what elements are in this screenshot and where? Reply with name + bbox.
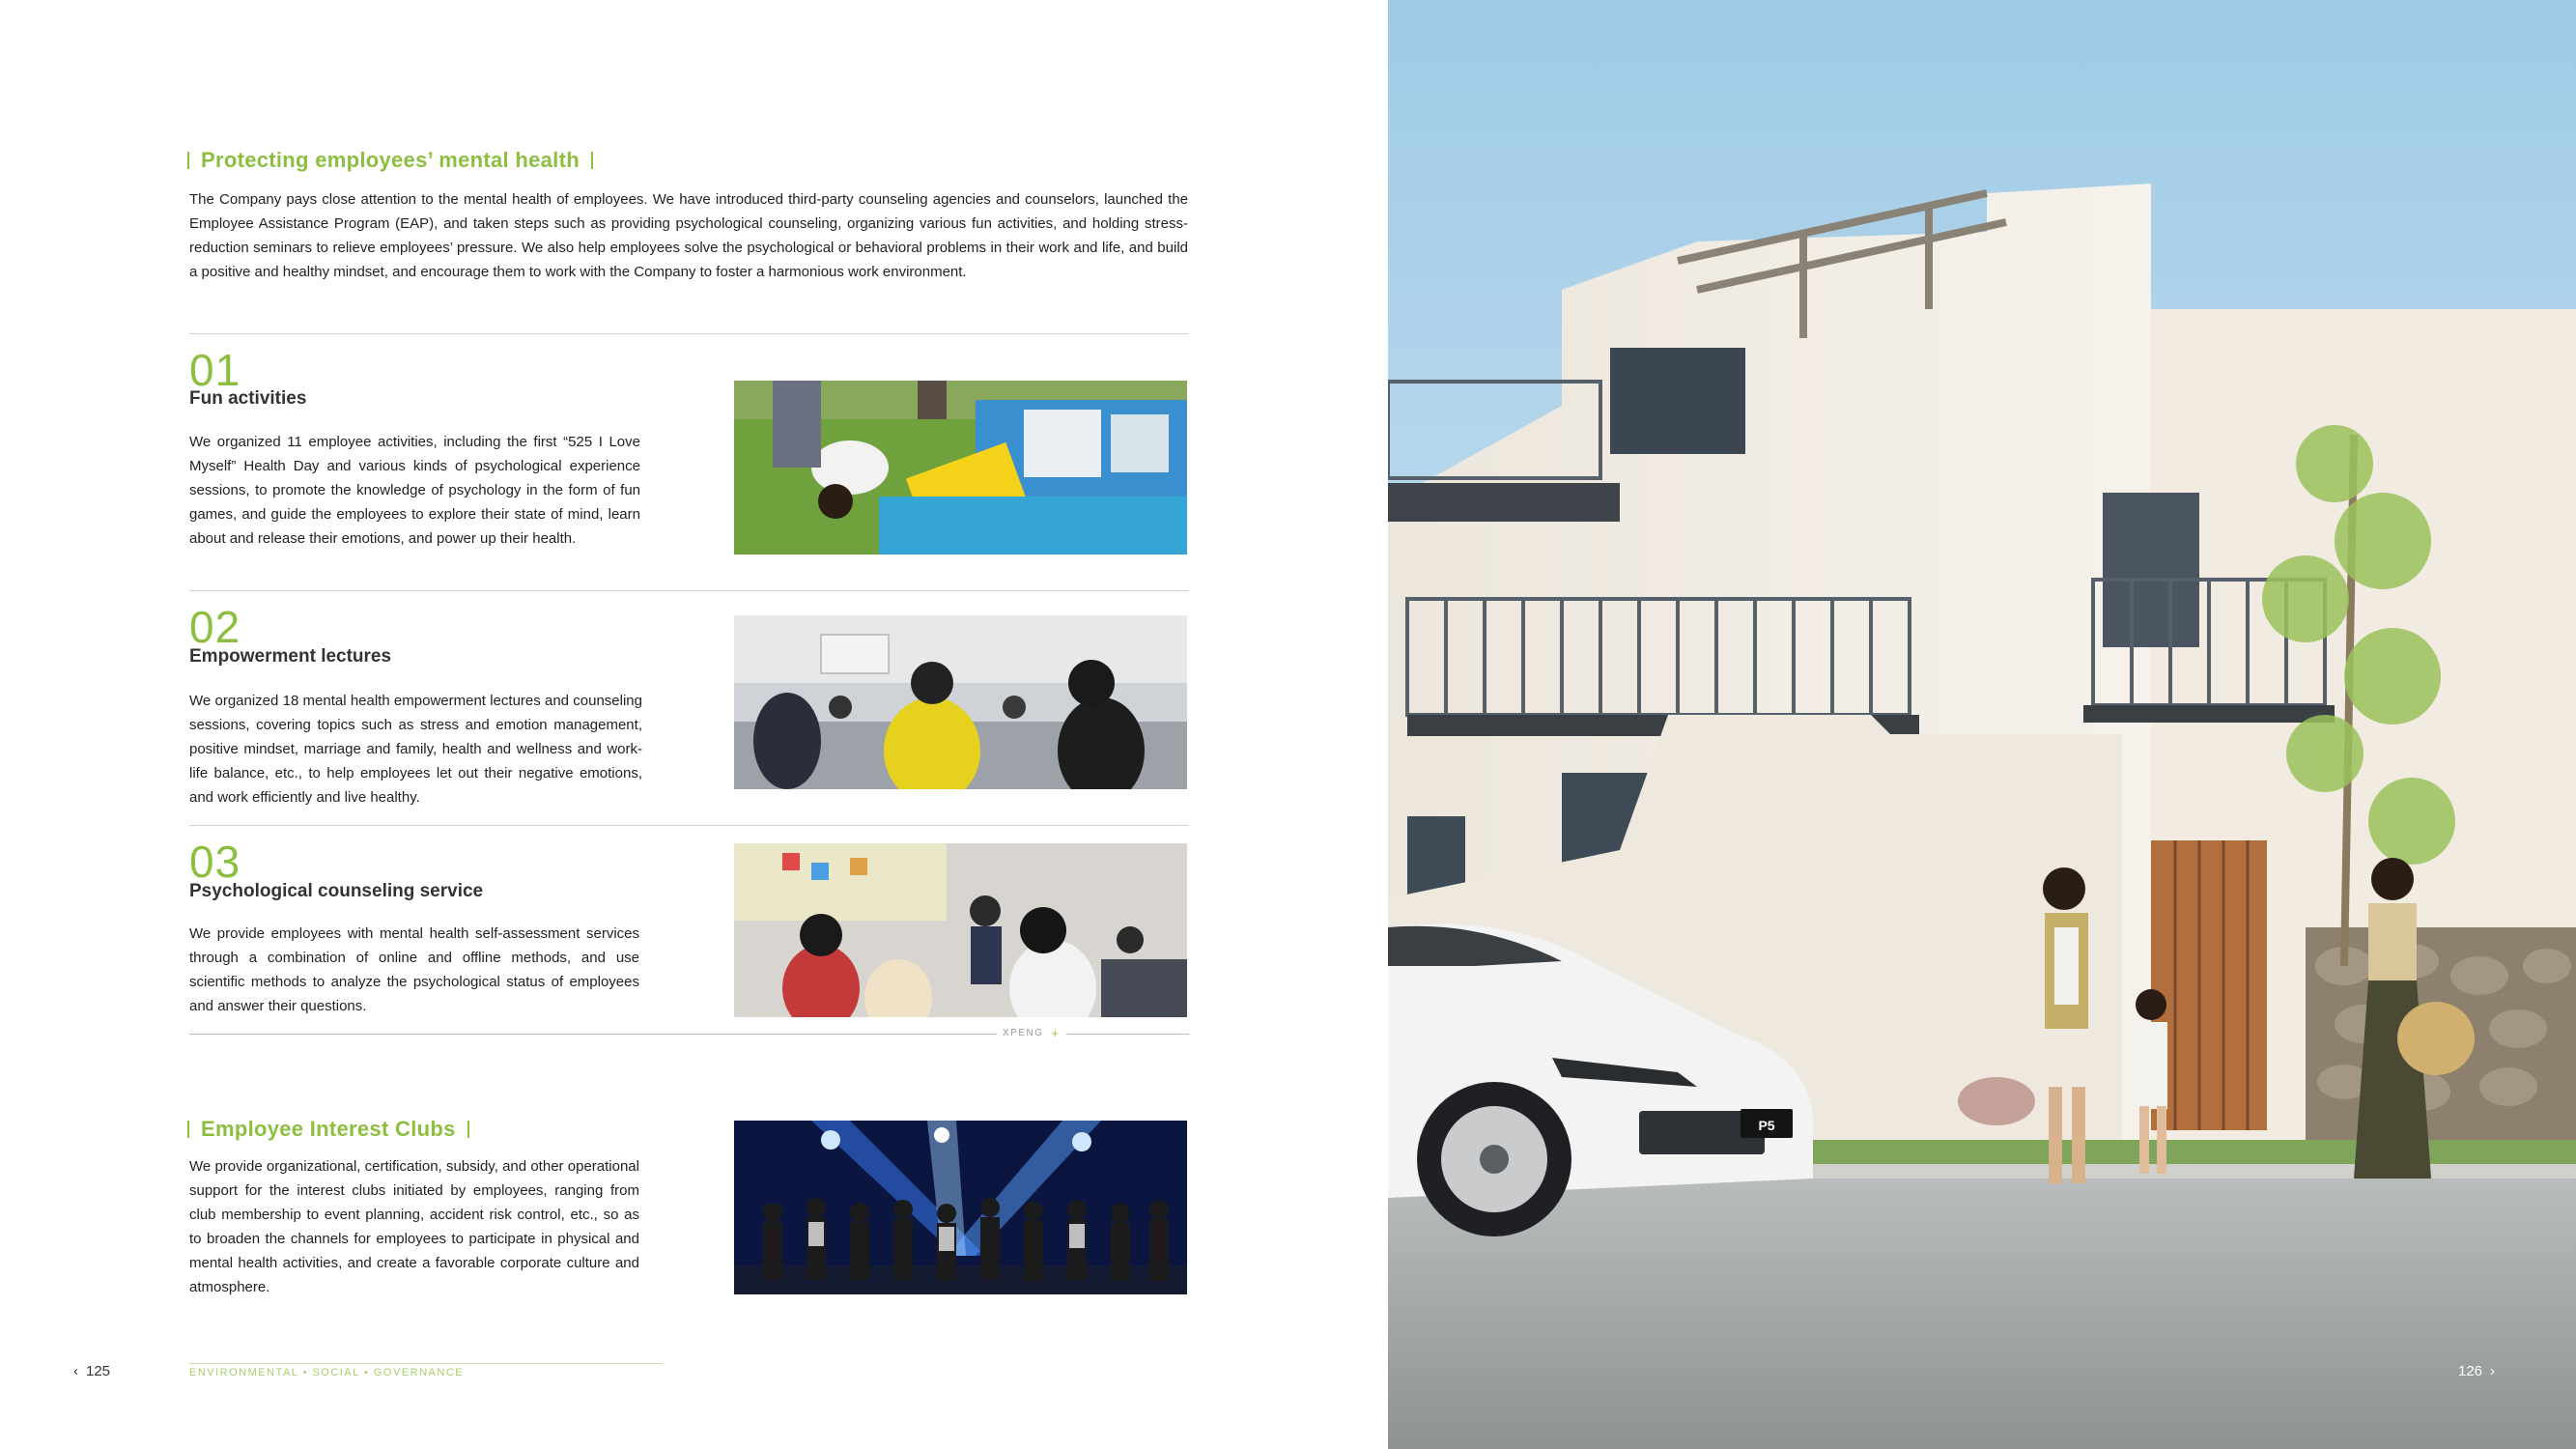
heading-bar-right bbox=[591, 152, 593, 169]
clubs-concert-photo bbox=[734, 1121, 1187, 1294]
fun-activities-photo bbox=[734, 381, 1187, 554]
item-title: Fun activities bbox=[189, 388, 307, 409]
heading-bar-left bbox=[187, 152, 189, 169]
lectures-photo bbox=[734, 615, 1187, 789]
xpeng-label: XPENG bbox=[1003, 1028, 1044, 1038]
divider bbox=[189, 590, 1189, 591]
mental-health-title: Protecting employees’ mental health bbox=[201, 148, 580, 172]
heading-bar-left bbox=[187, 1121, 189, 1138]
clubs-text: We provide organizational, certification, subsidy, and other operational support for the interest clubs initiated by employees, ranging from club membership to event planning, accident risk control, etc., so as to broaden the channels for employees to participate in physical and mental health activities, and create a favorable corporate culture and atmosphere. bbox=[189, 1158, 639, 1295]
heading-bar-right bbox=[467, 1121, 469, 1138]
counseling-photo bbox=[734, 843, 1187, 1017]
item-number: 02 bbox=[189, 602, 241, 652]
plus-icon: + bbox=[1051, 1026, 1061, 1040]
clubs-title: Employee Interest Clubs bbox=[201, 1117, 456, 1141]
mental-health-heading bbox=[187, 148, 593, 173]
mental-health-intro: The Company pays close attention to the mental health of employees. We have introduced third-party counseling agencies and counselors, launched the Employee Assistance Program (EAP), and taken steps such as providing psychological counseling, organizing various fun activities, and holding stress-reduction seminars to relieve employees’ pressure. We also help employees solve the psychological or behavioral problems in their work and life, and build a positive and healthy mindset, and encourage them to work with the Company to foster a harmonious work environment. bbox=[189, 191, 1188, 280]
divider bbox=[189, 825, 1189, 826]
next-page-link[interactable] bbox=[2458, 1363, 2495, 1379]
license-plate: P5 bbox=[1758, 1118, 1775, 1133]
item-number: 03 bbox=[189, 837, 241, 887]
item-title: Psychological counseling service bbox=[189, 881, 484, 901]
prev-page-link[interactable] bbox=[73, 1363, 110, 1379]
left-page-number: 125 bbox=[86, 1363, 111, 1379]
item-text: We provide employees with mental health self-assessment services through a combination of online and offline methods, and use scientific methods to analyze the psychological status of employees and answer their questions. bbox=[189, 925, 639, 1014]
item-title: Empowerment lectures bbox=[189, 646, 392, 667]
clubs-heading bbox=[187, 1117, 469, 1142]
divider bbox=[189, 333, 1189, 334]
footer-rule bbox=[189, 1363, 663, 1364]
item-text: We organized 18 mental health empowerment lectures and counseling sessions, covering topics such as stress and emotion management, positive mindset, marriage and family, health and wellness and work-life balance, etc., to help employees let out their negative emotions, and work efficiently and live healthy. bbox=[189, 693, 642, 806]
right-page-number: 126 bbox=[2458, 1363, 2483, 1379]
esg-label: ENVIRONMENTAL • SOCIAL • GOVERNANCE bbox=[189, 1367, 465, 1378]
item-number: 01 bbox=[189, 345, 241, 395]
item-text: We organized 11 employee activities, including the first “525 I Love Myself” Health Day and various kinds of psychological experience sessions, to promote the knowledge of psychology in the form of fun games, and guide the employees to explore their state of mind, learn about and release their emotions, and power up their health. bbox=[189, 434, 640, 547]
chevron-right-icon: › bbox=[2490, 1363, 2496, 1379]
hero-photo bbox=[1388, 0, 2576, 1449]
xpeng-divider-label bbox=[997, 1026, 1066, 1040]
chevron-left-icon: ‹ bbox=[73, 1363, 78, 1379]
